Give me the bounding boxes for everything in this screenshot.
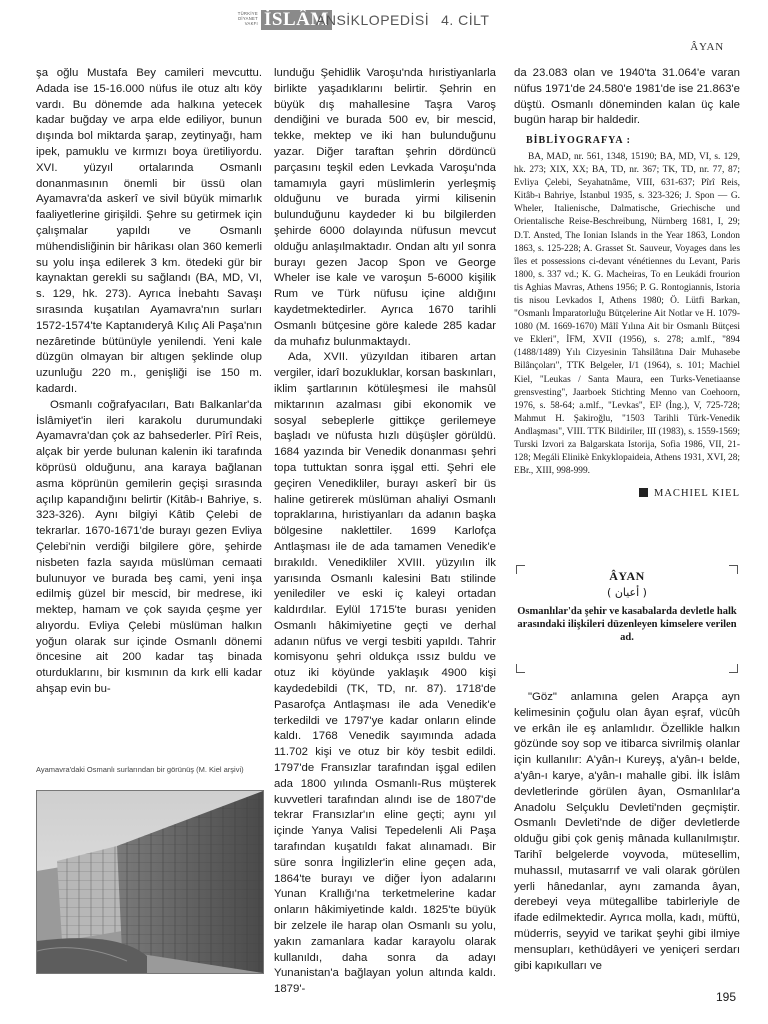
text-column-3 xyxy=(514,66,740,502)
volume-label: 4. CİLT xyxy=(441,12,490,28)
paragraph: Osmanlı coğrafyacıları, Batı Balkanlar'da İslâmiyet'in ileri karakolu durumundaki Ayamavra'dan çok az bahsederler. Pîrî Reis, alçak bir yerde bulunan kalenin iki tarafında köprüsü olduğunu, ana karaya bağlanan asma köprünün gemilerin geçişi sırasında açılıp kapandığını belirtir (Kitâb-ı Bahriye, s. 323-326). Aynı bilgiyi Kâtib Çelebi de tekrarlar. 1670-1671'de burayı gezen Evliya Çelebi'nin verdiği bilgilere göre, şehirde nisbeten fazla sayıda müslüman cemaati bulunuyor ve burada beş cami, yeni inşa edilmiş güzel bir mescid, bir medrese, iki mektep, hamam ve çok sayıda çeşme yer alıyordu. Evliya Çelebi müslüman halkın yoğun olarak sur içinde Osmanlı dönemi öncesine ait 200 kadar taş binada oturduklarını, bir kısmının da kırk elli kadar ahşap evin bu- xyxy=(36,398,262,696)
logo-line-3: VAKFI xyxy=(244,21,258,27)
paragraph: "Göz" anlamına gelen Arapça ayn kelimesinin çoğulu olan âyan eşraf, vücûh ve erkân ile eş anlamlıdır. Özellikle halkın gözünde soy sop ve itibarca sivrilmiş olanlar için kullanılır: A'yân-ı Kureyş, a'yân-ı belde, a'yân-ı karye, a'yân-ı mahalle gibi. İlk İslâm devletlerinde görülen âyan, Osmanlılar'a Anadolu Selçuklu Devleti'nden geçmiştir. Osmanlı Devleti'nde de diğer devletlerde olduğu gibi çok geniş mânada kullanılmıştır. Tarihî belgelerde voyvoda, mütesellim, muhassıl, mutasarrıf ve vali olarak görülen yerli hânedanlar, aynı zamanda âyan, derebeyi veya mütegallibe tabirleriyle de ifade edilmektedir. Ayrıca molla, kadı, müftü, müderris, seyyid ve tarikat şeyhi gibi ilmiye mensupları, kethüdâyeri ve yeniçeri serdarı gibi kapıkulları ve xyxy=(514,691,740,972)
text-column-1 xyxy=(36,66,262,698)
page-number: 195 xyxy=(715,990,736,1004)
logo-islam-word: İSLÂM xyxy=(261,10,332,30)
bibliography-text: BA, MAD, nr. 561, 1348, 15190; BA, MD, VI, s. 129, hk. 273; XIX, XX; BA, TD, nr. 367; TK, TD, nr. 77, 87; Evliya Çelebi, Seyahatnâme, VIII, 631-637; Pîrî Reis, Kitâb-ı Bahriye, İstanbul 1935, s. 323-326; J. Spon — G. Wheler, Italienische, Dalmatische, Griechische und Orientalische Reise-Beschreibung, Nürnberg 1681, I, 29; D.T. Ansted, The Ionian Islands in the Year 1863, London 1863, s. 125-228; A. Grasset St. Sauveur, Voyages dans les îles et possessions ci-devant vénétiennes du Levant, Paris 1800, s. 337 vd.; K. G. Macheiras, To en Leukádi frourion tis Aghias Mavras, Athens 1956; P. G. Rontogiannis, Istoria tis nisou Levkados I, Athens 1980; Ö. Lütfi Barkan, "Osmanlı İmparatorluğu Bütçelerine Ait Notlar ve H. 1079-1080 (M. 1669-1670) Mâlî Yılına Ait bir Osmanlı Bütçesi ve Ekleri", İFM, XVII (1956), s. 278; a.mlf., "894 (1488/1489) Yılı Cizyesinin Tahsilâtına Dair Muhasebe Bilânçoları", TTK Belgeler, I/1 (1964), s. 101; Machiel Kiel, "Leukas / Santa Maura, een Turks-Venetiaanse grensvesting", Jaarboek Stichting Menno van Coehoorn, 1976, s. 58-64; a.mlf., "Levkas", EI² (İng.), V, 725-728; Mahmut H. Şakiroğlu, "1503 Tarihli Türk-Venedik Andlaşması", VIII. TTK Bildiriler, III (1983), s. 1559-1569; Turski Izvori za Balgarskata Istorija, Sofia 1986, VII, 21-128; Megáli Elinikè Enkyklopaideia, Athens 1931, XVI, 28; EBr., XIII, 998-999. xyxy=(514,151,741,477)
bibliography-heading: BİBLİYOGRAFYA : xyxy=(526,135,631,147)
paragraph: şa oğlu Mustafa Bey camileri mevcuttu. Adada ise 15-16.000 nüfus ile otuz altı köy vardı. Bu dönemde ada halkına yetecek kadar buğday ve arpa elde ediliyor, bunun dışında bol miktarda şarap, zeytinyağı, ham ipek, pamuklu ve kırmızı boya üretiliyordu. XVI. yüzyıl ortalarında Osmanlı donanmasının önemli bir üssü olan Ayamavra'da askerî ve sivil büyük mimarlık faaliyetlerine girişildi. Şehre su getirmek için çalışmalar yapıldı ve Osmanlı mühendisliğinin bir hârikası olan 360 kemerli su yolu inşa edilerek 3 km. ötedeki gür bir kaynaktan gerekli su sağlandı (BA, MD, VI, s. 129, hk. 273). Ayrıca İnebahtı Savaşı sırasında kuşatılan Ayamavra'nın surları 1572-1574'te Kaptanıderyâ Kılıç Ali Paşa'nın nezâretinde bütünüyle yenilendi. Yeni kale düzgün olmayan bir altıgen şeklinde olup uzunluğu 220 m., genişliği ise 150 m. kadardı. xyxy=(36,67,262,395)
author-signature xyxy=(514,486,740,502)
fortress-wall-illustration xyxy=(37,791,263,973)
logo-line-1: TÜRKİYE xyxy=(237,11,258,16)
paragraph: Ada, XVII. yüzyıldan itibaren artan vergiler, idarî bozukluklar, korsan baskınları, iklim şartlarının kötüleşmesi ile mahsûl miktarının azalması gibi ekonomik ve sosyal sebeplerle gittikçe gerilemeye başladı ve nüfusta hızlı düşüşler görüldü. 1684 yazında bir Venedik donanması şehri topa tuttuktan sonra işgal etti. Şehri ele geçiren Venedikliler, burayı askerî bir üs haline getirerek müslüman ahaliyi Osmanlı topraklarına, hıristiyanları da adanın başka bölgesine naklettiler. 1699 Karlofça Antlaşması ile de ada tamamen Venedik'e bırakıldı. Venedikliler XVIII. yüzyılın ilk yarısında Osmanlı kalesini Batı stilinde yenilediler ve eski iç kaleyi ortadan kaldırdılar. Eylül 1715'te burası yeniden Osmanlı hâkimiyetine geçti ve derhal adanın nüfus ve vergi tesbiti yapıldı. Tahrir komisyonu şehri oldukça ıssız buldu ve otuz iki köyünde yaklaşık 4900 kişi kaydedebildi (TK, TD, nr. 87). 1718'de Pasarofça Antlaşması ile ada Venedik'e terkedildi ve 1797'ye kadar onların elinde kaldı. 1768 Venedik sayımında adada 11.702 kişi ve otuz bir köy tesbit edildi. 1797'de Fransızlar tarafından işgal edilen ada 1800 yılında Osmanlı-Rus müşterek kuvvetleri tarafından alındı ise de 1807'de tekrar Fransızlar'ın eline geçti; aynı yıl içinde Yanya Valisi Tepedelenli Ali Paşa tarafından kuşatıldı fakat alınamadı. Bir süre sonra İngilizler'in eline geçen ada, 1864'te burayı ve diğer İyon adalarını Yunan Krallığı'na terketmelerine kadar onların hâkimiyetinde kaldı. 1825'te büyük bir zelzele ile harap olan Osmanlı su yolu, yakın zamanlara kadar karayolu olarak kullanıldı, daha sonra da adayı Yunanistan'a bağlayan yolun altında kaldı. 1879'- xyxy=(274,351,496,996)
entry-body xyxy=(514,690,740,974)
author-name: MACHIEL KIEL xyxy=(654,488,740,500)
paragraph: da 23.083 olan ve 1940'ta 31.064'e varan nüfus 1971'de 24.580'e 1981'de ise 21.863'e düştü. Osmanlı döneminden kalan üç kale bugün harap bir haldedir. xyxy=(514,67,740,127)
entry-arabic-title: ( أعيان ) xyxy=(607,586,647,599)
logo-ansiklopedisi: ANSİKLOPEDİSİ xyxy=(316,12,430,28)
corner-bracket xyxy=(729,664,738,673)
corner-bracket xyxy=(516,565,525,574)
fortress-wall-photo xyxy=(36,790,264,974)
logo-publisher-lines xyxy=(232,11,258,27)
figure-caption: Ayamavra'daki Osmanlı surlarından bir görünüş (M. Kiel arşivi) xyxy=(36,765,244,774)
corner-bracket xyxy=(729,565,738,574)
author-marker-icon xyxy=(639,488,648,497)
encyclopedia-logo xyxy=(232,10,522,30)
running-head: ÂYAN xyxy=(690,41,724,53)
entry-title: ÂYAN xyxy=(609,569,645,583)
logo-encyclopedia-title xyxy=(316,12,489,28)
logo-line-2: DİYANET xyxy=(238,16,258,22)
corner-bracket xyxy=(516,664,525,673)
entry-definition: Osmanlılar'da şehir ve kasabalarda devletle halk arasındaki ilişkileri düzenleyen kimselere verilen ad. xyxy=(517,606,737,643)
text-column-2 xyxy=(274,66,496,998)
entry-header-box xyxy=(516,565,738,673)
paragraph: lunduğu Şehidlik Varoşu'nda hıristiyanlarla birlikte yaşadıklarını belirtir. Şehrin en büyük dış mahallesine Taşra Varoş dendiğini ve burada 500 ev, bir mescid, tekke, mektep ve iki han bulunduğunu yazar. Diğer taraftan şehrin dördüncü parçasını teşkil eden Levkada Varoşu'nda tamamıyla gayri müslimlerin yerleşmiş olduğunu ve burada yirmi kilisenin bulunduğunu kaydeder ki bu bilgilerden şehirde 6000 dolayında nüfusun mevcut olduğu anlaşılmaktadır. Ondan altı yıl sonra burayı gezen Jacop Spon ve George Wheler ise kale ve varoşun 5-6000 kişilik Rum ve Türk nüfusu içine aldığını kaydetmektedirler. Ayrıca 1670 tarihli Osmanlı bütçesine göre kalede 285 kadar da muhafız bulunmaktaydı. xyxy=(274,67,496,348)
